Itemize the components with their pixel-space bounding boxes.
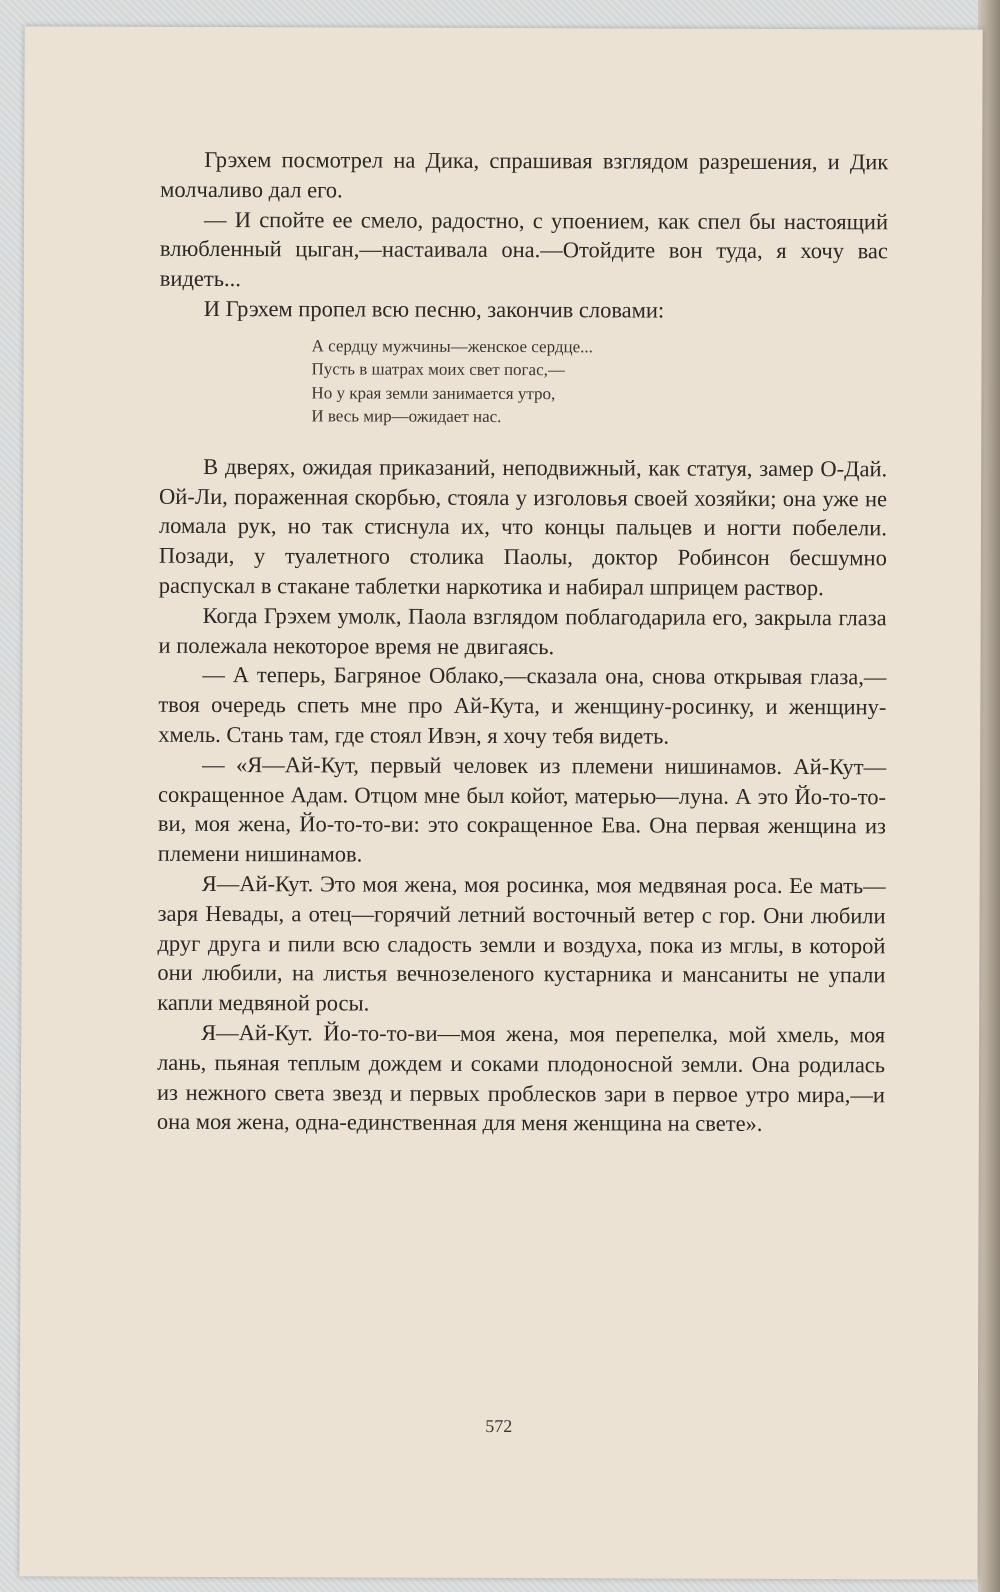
paragraph-3: И Грэхем пропел всю песню, закончив словами: [203,295,665,323]
poem-stanza [311,334,887,430]
paragraph-2: — И спойте ее смело, радостно, с упоением, как спел бы настоящий влюбленный цыган,—настаивала она.—Отойдите вон туда, я хочу вас видеть... [159,206,889,292]
poem-line-4: И весь мир—ожидает нас. [311,406,502,427]
poem-line-1: А сердцу мужчины—женское сердце... [311,336,593,357]
paragraph-7: — «Я—Ай-Кут, первый человек из племени нишинамов. Ай-Кут—сокращенное Адам. Отцом мне был койот, матерью—луна. А это Йо-то-то-ви, моя жена, Йо-то-то-ви: это сокращенное Ева. Она первая женщина из племени нишинамов. [157,751,887,867]
poem-line-2: Пусть в шатрах моих свет погас,— [311,359,565,380]
paragraph-6: — А теперь, Багряное Облако,—сказала она, снова открывая глаза,—твоя очередь спеть мне про Ай-Кута, и женщину-росинку, и женщину-хмель. Стань там, где стоял Ивэн, я хочу тебя видеть. [158,662,887,749]
book-page [19,26,982,1579]
page-number: 572 [485,1415,513,1437]
paragraph-1: Грэхем посмотрел на Дика, спрашивая взглядом разрешения, и Дик молчаливо дал его. [160,146,889,203]
paragraph-5: Когда Грэхем умолк, Паола взглядом поблагодарила его, закрыла глаза и полежала некоторое время не двигаясь. [158,602,887,659]
page-text [157,145,888,1140]
paragraph-4: В дверях, ожидая приказаний, неподвижный, как статуя, замер О-Дай. Ой-Ли, пораженная скорбью, стояла у изголовья своей хозяйки; она уже не ломала рук, но так стиснула их, что концы пальцев и ногти побелели. Позади, у туалетного столика Паолы, доктор Робинсон бесшумно распускал в стакане таблетки наркотика и набирал шприцем раствор. [158,453,888,601]
poem-line-3: Но у края земли занимается утро, [311,383,556,403]
paragraph-8: Я—Ай-Кут. Это моя жена, моя росинка, моя медвяная роса. Ее мать—заря Невады, а отец—горячий летний восточный ветер с гор. Они любили друг друга и пили всю сладость земли и воздуха, пока из мглы, в которой они любили, на листья вечнозеленого кустарника и мансаниты не упали капли медвяной росы. [157,870,886,1016]
paragraph-9: Я—Ай-Кут. Йо-то-то-ви—моя жена, моя перепелка, мой хмель, моя лань, пьяная теплым дождем и соками плодоносной земли. Она родилась из нежного света звезд и первых проблесков зари в первое утро мира,—и она моя жена, одна-единственная для меня женщина на свете». [156,1019,886,1137]
